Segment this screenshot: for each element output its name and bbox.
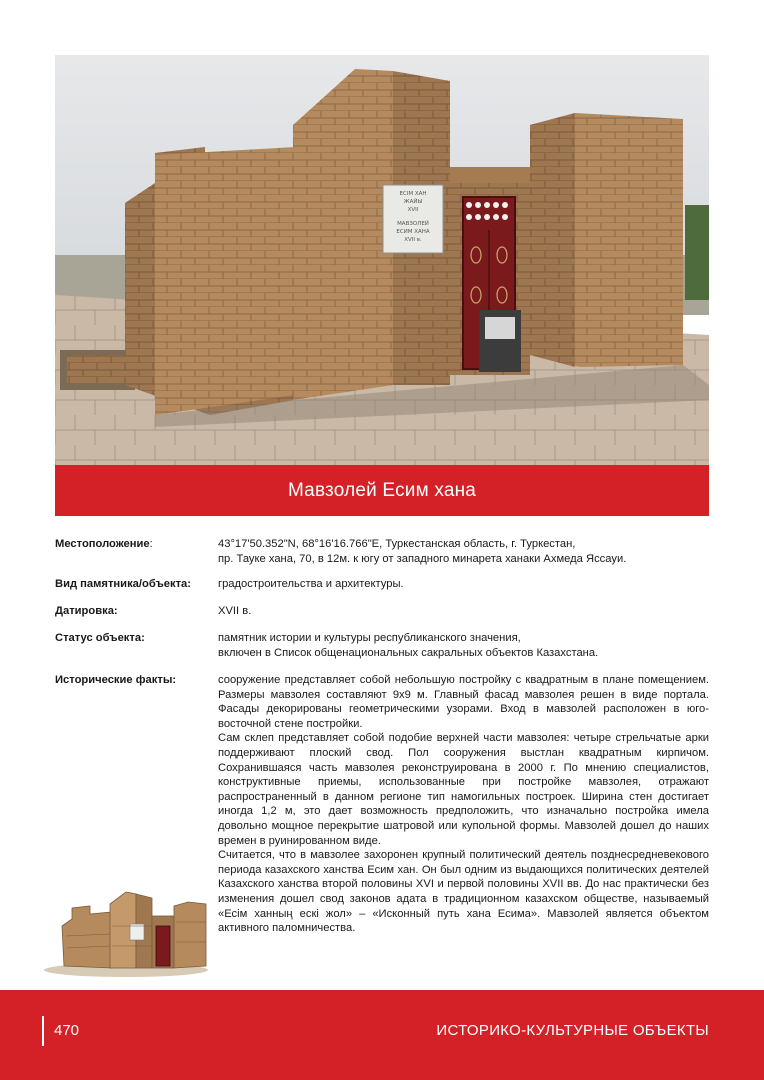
detail-value-line: памятник истории и культуры республиканского значения, <box>218 632 521 644</box>
detail-label: Датировка: <box>55 605 118 617</box>
detail-value-line: пр. Тауке хана, 70, в 12м. к югу от западного минарета ханаки Ахмеда Яссауи. <box>218 552 627 565</box>
mausoleum-sketch <box>42 886 210 978</box>
page-title: Мавзолей Есим хана <box>287 479 477 501</box>
detail-label: Исторические факты: <box>55 674 177 686</box>
plaque-line: ЕСИМ ХАНА <box>396 229 430 235</box>
history-paragraph: сооружение представляет собой небольшую постройку с квадратным в плане помещением. Размеры мавзолея составляют 9х9 м. Главный фасад мавзолея решен в виде портала. Фасады декорированы геометрическими узорами. Вход в мавзолей расположен в юго-восточной стене постройки. <box>218 674 709 730</box>
detail-value-line: XVII в. <box>218 605 252 617</box>
title-band <box>55 465 709 516</box>
detail-value-line: включен в Список общенациональных сакральных объектов Казахстана. <box>218 646 599 659</box>
footer <box>0 990 764 1080</box>
detail-label: Местоположение <box>55 538 150 550</box>
detail-value-line: 43°17'50.352"N, 68°16'16.766"E, Туркестанская область, г. Туркестан, <box>218 538 576 550</box>
detail-label: Вид памятника/объекта: <box>55 578 191 590</box>
detail-label: Статус объекта: <box>55 632 145 644</box>
plaque-line: МАВЗОЛЕЙ <box>397 221 429 227</box>
plaque-line: XVII <box>407 207 419 213</box>
detail-value-line: градостроительства и архитектуры. <box>218 578 404 590</box>
plaque-line: XVII в. <box>404 237 422 243</box>
history-paragraph: Считается, что в мавзолее захоронен крупный политический деятель позднесредневекового периода казахского ханства Есим хан. Он был одним из выдающихся политических деятелей Казахского ханства второй половины XVI и первой половины XVII вв. До нас практически без изменения дошел свод законов адата в традиционном казахском обществе, называемый «Есім ханның ескі жол» – «Исконный путь хана Есима». Мавзолей является объектом активного паломничества. <box>218 849 709 935</box>
section-title: ИСТОРИКО-КУЛЬТУРНЫЕ ОБЪЕКТЫ <box>436 1022 709 1039</box>
history-paragraph: Сам склеп представляет собой подобие верхней части мавзолея: четыре стрельчатые арки поддерживают плоский свод. Пол сооружения выстлан квадратным кирпичом. Сохранившаяся часть мавзолея реконструирована в 2000 г. По мнению специалистов, конструктивные приемы, использованные при постройке мавзолея, отражают распространенный в данном регионе тип намогильных построек. Ширина стен достигает иногда 1,2 м, это дает возможность предположить, что изначально постройка имела довольно мощное перекрытие шатровой или купольной формы. Мавзолей дошел до наших времен в руинированном виде. <box>218 732 709 847</box>
plaque-line: ЕСІМ ХАН <box>399 191 427 197</box>
page-number: 470 <box>54 1022 80 1039</box>
detail-label-colon: : <box>149 538 153 550</box>
footer-divider <box>42 1016 44 1046</box>
plaque-line: ЖАЙЫ <box>403 199 423 205</box>
mausoleum-photo <box>55 55 709 465</box>
